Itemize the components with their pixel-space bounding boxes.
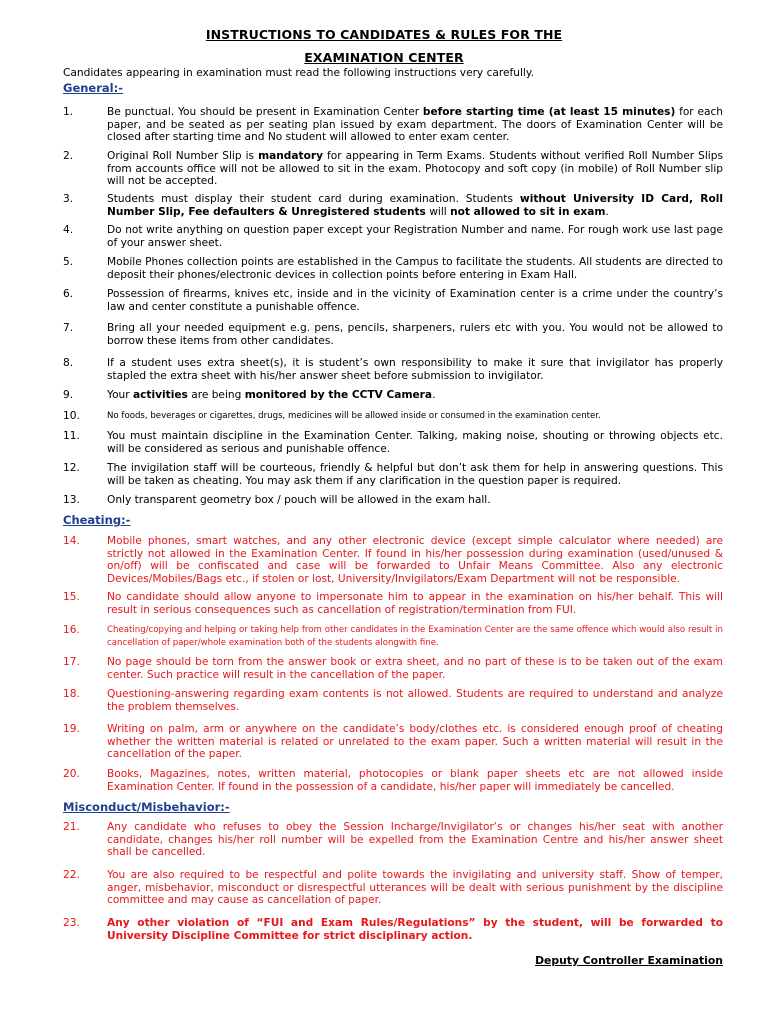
item-text <box>107 462 723 487</box>
item-text-segment: No page should be torn from the answer book or extra sheet, and no part of these is to be taken out of the exam center. Such practice will result in the cancellation of the paper. <box>107 656 723 681</box>
item-number: 21. <box>63 821 80 833</box>
item-number: 15. <box>63 591 80 603</box>
item-number: 16. <box>63 624 80 636</box>
item-text-segment: No foods, beverages or cigarettes, drugs, medicines will be allowed inside or consumed in the examination center. <box>107 411 601 421</box>
document-title-line-1: INSTRUCTIONS TO CANDIDATES & RULES FOR THE <box>205 27 563 42</box>
item-text-segment: . <box>605 205 609 218</box>
item-text <box>107 624 723 649</box>
intro-text: Candidates appearing in examination must read the following instructions very carefully. <box>63 67 534 79</box>
item-text <box>107 106 723 144</box>
item-text-segment: Be punctual. You should be present in Examination Center <box>107 106 423 118</box>
section-heading-misconduct: Misconduct/Misbehavior:- <box>63 800 230 814</box>
item-number: 6. <box>63 288 74 300</box>
item-text-segment: Bring all your needed equipment e.g. pens, pencils, sharpeners, rulers etc with you. You would not be allowed to borrow these items from other candidates. <box>107 322 723 347</box>
item-text-segment: Original Roll Number Slip is <box>107 150 259 162</box>
item-number: 11. <box>63 430 80 442</box>
item-text-segment: are being <box>187 389 245 401</box>
item-text-bold: without University ID Card, Roll Number Slip, Fee defaulters & Unregistered students <box>107 193 723 218</box>
item-text <box>107 723 723 761</box>
item-number: 5. <box>63 256 74 268</box>
item-number: 13. <box>63 494 80 506</box>
item-text-segment: No candidate should allow anyone to impersonate him to appear in the examination on his/her behalf. This will result in serious consequences such as cancellation of registration/termination from FUI. <box>107 591 723 616</box>
item-text <box>107 535 723 585</box>
item-text-segment: Mobile Phones collection points are established in the Campus to facilitate the students. All students are directed to deposit their phones/electronic devices in collection points before entering in Exam Hall. <box>107 256 723 281</box>
section-heading-general: General:- <box>63 81 123 95</box>
item-number: 14. <box>63 535 80 547</box>
item-text-segment: Cheating/copying and helping or taking help from other candidates in the Examination Center are the same offence which would also result in cancellation of paper/whole examination both of the students alongwith fine. <box>107 625 723 648</box>
item-text <box>107 656 723 681</box>
item-text-segment: If a student uses extra sheet(s), it is student’s own responsibility to make it sure that invigilator has properly stapled the extra sheet with his/her answer sheet before submission to invigilator. <box>107 357 723 382</box>
item-text <box>107 224 723 249</box>
item-text <box>107 410 723 423</box>
signature-deputy-controller: Deputy Controller Examination <box>535 954 723 967</box>
item-text-segment: The invigilation staff will be courteous, friendly & helpful but don’t ask them for help in answering questions. This will be taken as cheating. You may ask them if any clarification in the question paper is required. <box>107 462 723 487</box>
item-number: 18. <box>63 688 80 700</box>
item-text <box>107 357 723 382</box>
item-number: 9. <box>63 389 74 401</box>
item-text-segment: You must maintain discipline in the Examination Center. Talking, making noise, shouting or throwing objects etc. will be considered as serious and punishable offence. <box>107 430 723 455</box>
item-text <box>107 322 723 347</box>
item-number: 2. <box>63 150 74 162</box>
item-number: 10. <box>63 410 80 422</box>
item-text-segment: Your <box>107 389 133 401</box>
item-text-bold: not allowed to sit in exam <box>450 205 606 218</box>
item-text-segment: Only transparent geometry box / pouch will be allowed in the exam hall. <box>107 494 491 506</box>
item-text <box>107 430 723 455</box>
item-text-bold: before starting time (at least 15 minutes) <box>422 106 676 118</box>
document-title-line-2: EXAMINATION CENTER <box>304 50 464 65</box>
item-text-segment: for each paper, and be seated as per seating plan issued by exam department. The doors of Examination Center will be closed after starting time and No student will allowed to enter exam center. <box>107 106 723 144</box>
item-text <box>107 389 723 402</box>
item-number: 23. <box>63 917 80 929</box>
item-text-segment: . <box>432 389 436 401</box>
item-number: 8. <box>63 357 74 369</box>
item-number: 1. <box>63 106 74 118</box>
item-text-bold: Any other violation of “FUI and Exam Rules/Regulations” by the student, will be forwarded to University Discipline Committee for strict disciplinary action. <box>107 917 723 942</box>
item-text-segment: You are also required to be respectful and polite towards the invigilating and university staff. Show of temper, anger, misbehavior, misconduct or disrespectful utterances will be dealt with serious punishment by the discipline committee and may cause as cancellation of paper. <box>107 869 723 907</box>
item-text <box>107 193 723 218</box>
item-text <box>107 917 723 942</box>
item-text-segment: Questioning-answering regarding exam contents is not allowed. Students are required to understand and analyze the problem themselves. <box>107 688 723 713</box>
item-text <box>107 256 723 281</box>
item-text <box>107 494 723 507</box>
item-number: 20. <box>63 768 80 780</box>
item-text-segment: for appearing in Term Exams. Students without verified Roll Number Slips from accounts office will not be allowed to sit in the exam. Photocopy and soft copy (in mobile) of Roll Number slip will not be accepted. <box>107 150 723 188</box>
item-text-bold: activities <box>132 389 188 401</box>
item-number: 3. <box>63 193 74 205</box>
item-number: 22. <box>63 869 80 881</box>
item-number: 4. <box>63 224 74 236</box>
item-text-segment: Writing on palm, arm or anywhere on the candidate’s body/clothes etc. is considered enough proof of cheating whether the written material is related or unrelated to the exam paper. Such a written material will result in the cancellation of the paper. <box>107 723 723 761</box>
item-text <box>107 768 723 793</box>
item-text-segment: Students must display their student card during examination. Students <box>107 193 520 205</box>
item-text-bold: monitored by the CCTV Camera <box>244 389 433 401</box>
item-text-segment: will <box>425 205 451 218</box>
item-text-segment: Do not write anything on question paper except your Registration Number and name. For rough work use last page of your answer sheet. <box>107 224 723 249</box>
section-heading-cheating: Cheating:- <box>63 513 131 527</box>
item-number: 19. <box>63 723 80 735</box>
item-text-segment: Mobile phones, smart watches, and any other electronic device (except simple calculator where needed) are strictly not allowed in the Examination Center. If found in his/her possession during examination (used/unused & on/off) will be confiscated and case will be forwarded to Unfair Means Committee. Also any electronic Devices/Mobiles/Bags etc., if stolen or lost, University/Invigilators/Exam Department will not be responsible. <box>107 535 723 585</box>
item-text <box>107 869 723 907</box>
item-number: 7. <box>63 322 74 334</box>
item-text-segment: Possession of firearms, knives etc, inside and in the vicinity of Examination center is a crime under the country’s law and center constitute a punishable offence. <box>107 288 723 313</box>
item-number: 17. <box>63 656 80 668</box>
item-text <box>107 288 723 313</box>
item-text-segment: Books, Magazines, notes, written material, photocopies or blank paper sheets etc are not allowed inside Examination Center. If found in the possession of a candidate, his/her paper will immediately be cancelled. <box>107 768 723 793</box>
item-text-segment: Any candidate who refuses to obey the Session Incharge/Invigilator’s or changes his/her seat with another candidate, changes his/her roll number will be expelled from the Examination Centre and his/her answer sheet shall be cancelled. <box>107 821 723 859</box>
item-text <box>107 150 723 188</box>
item-text <box>107 591 723 616</box>
item-number: 12. <box>63 462 80 474</box>
item-text <box>107 821 723 859</box>
item-text-bold: mandatory <box>258 150 324 162</box>
item-text <box>107 688 723 713</box>
